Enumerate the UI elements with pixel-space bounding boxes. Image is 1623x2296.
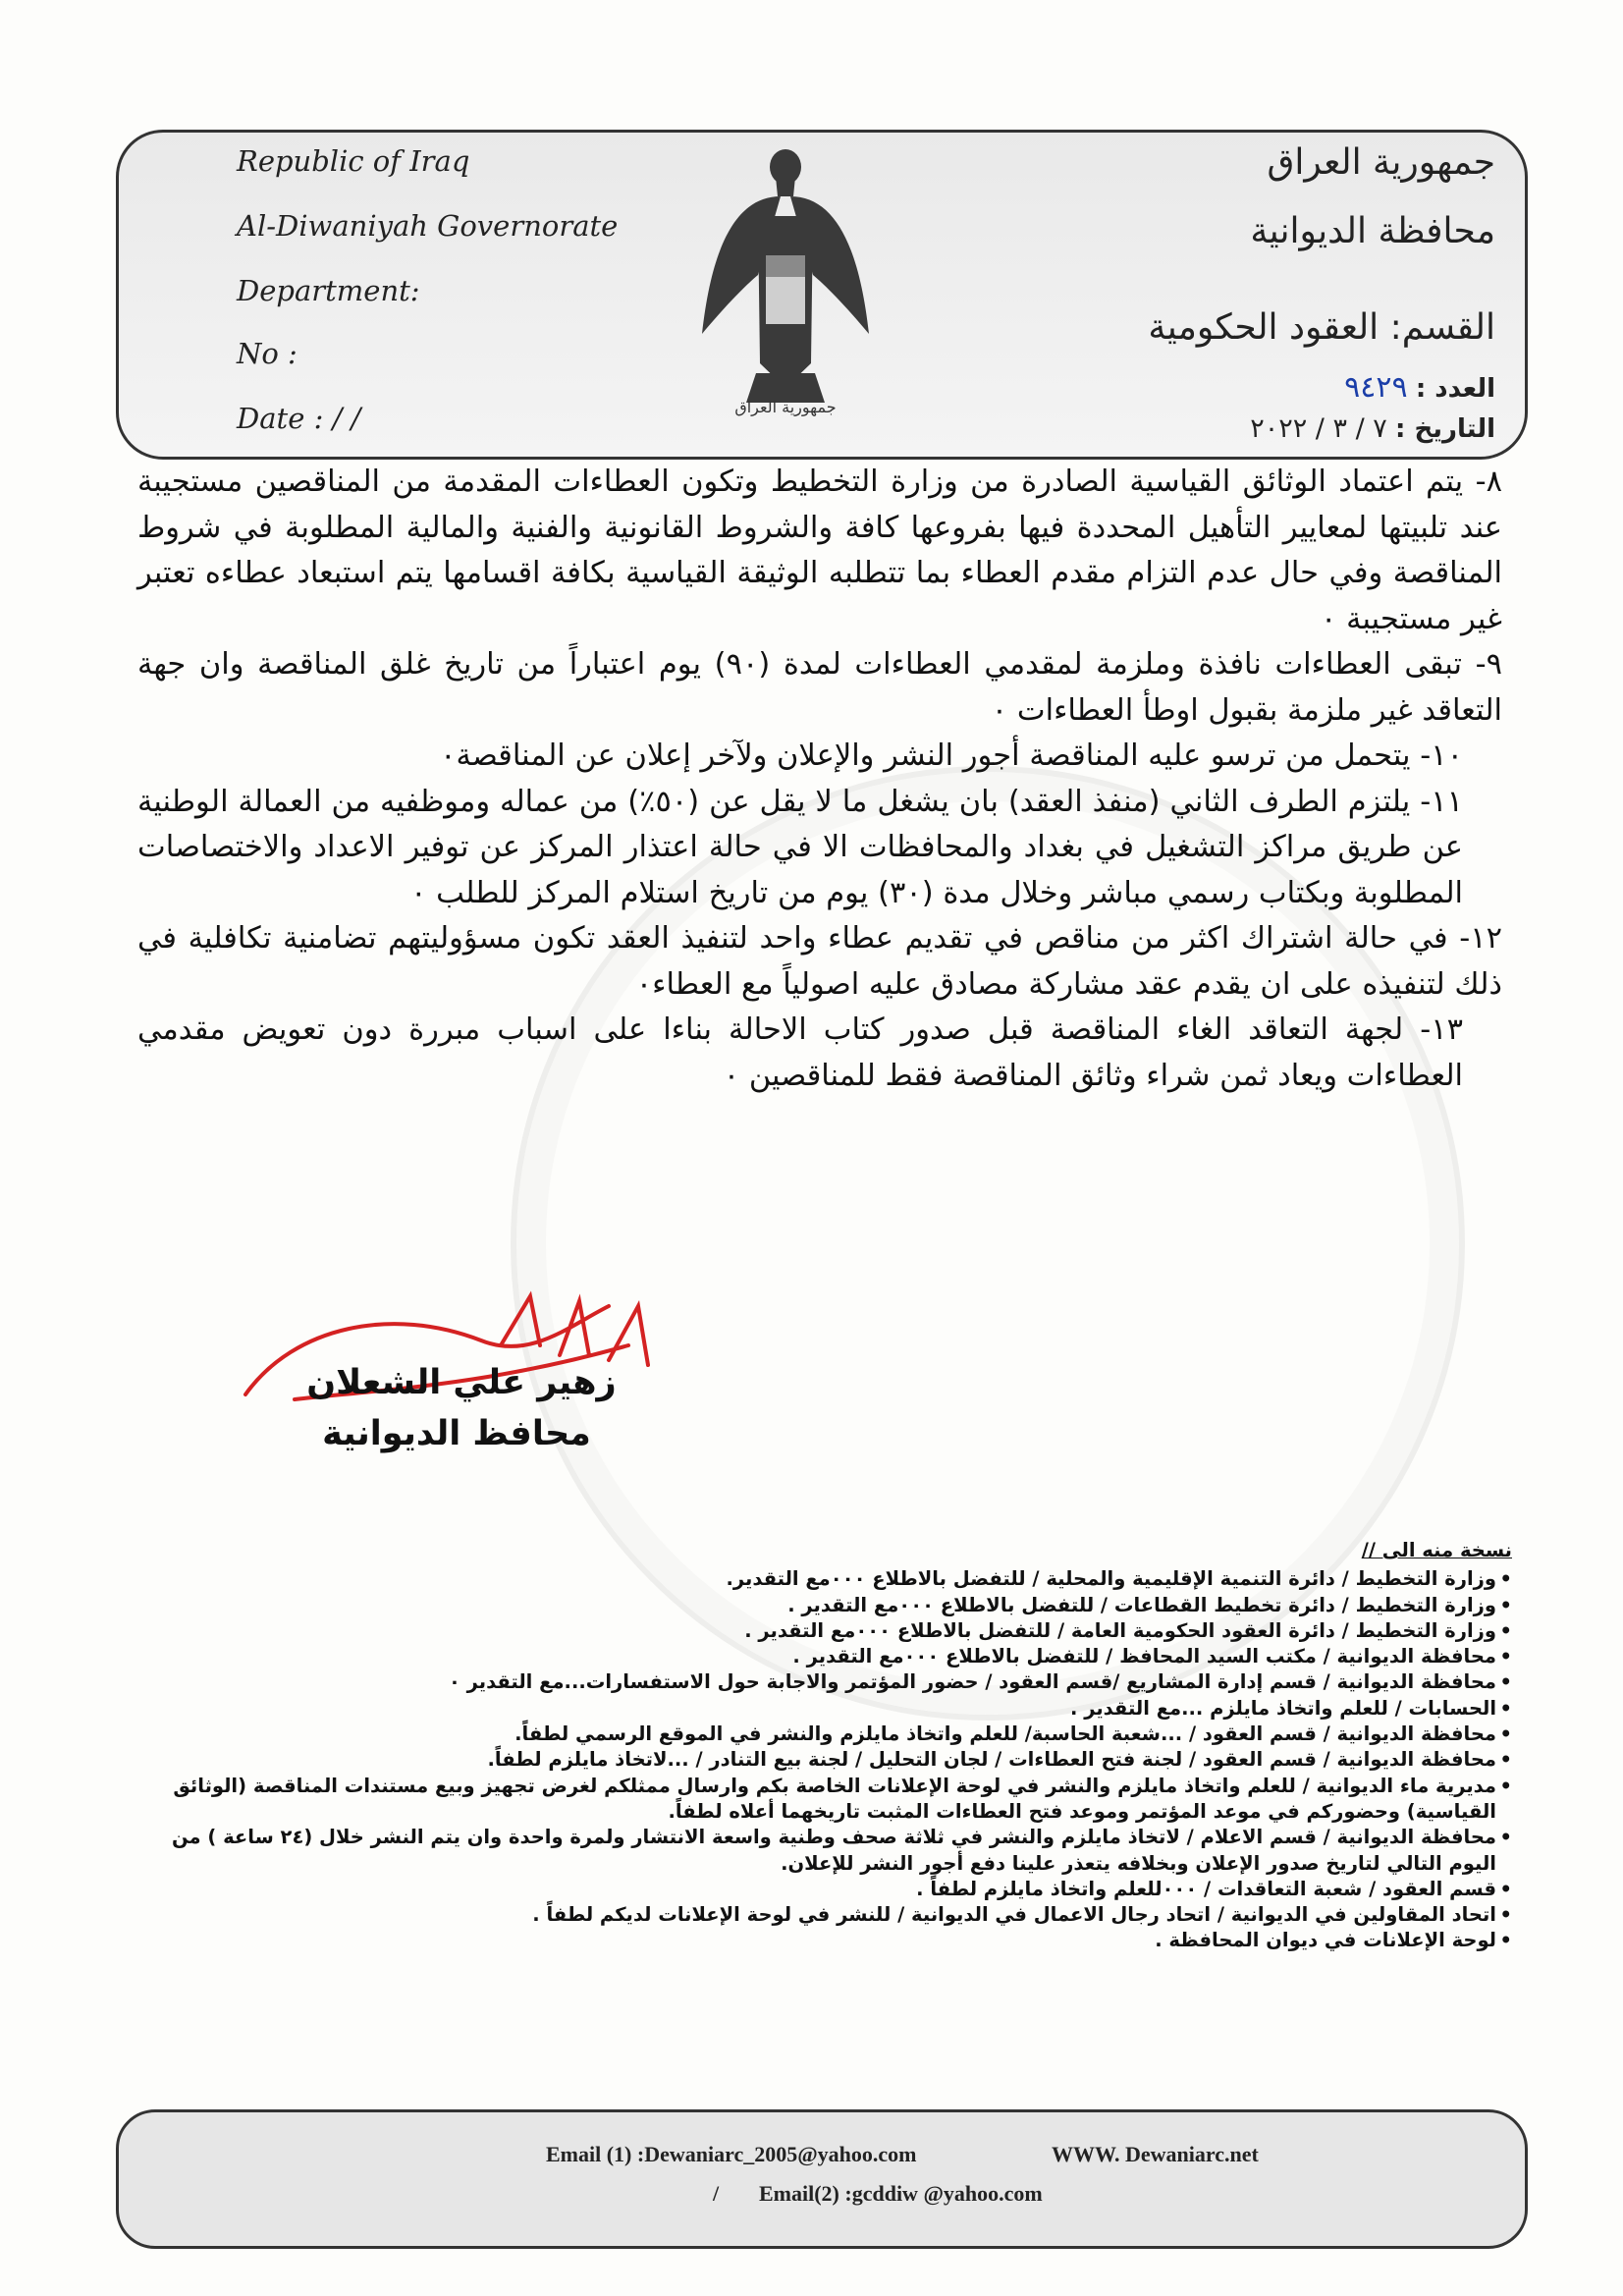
signatory-name: زهير علي الشعلان: [306, 1363, 617, 1402]
number-value-ar: ٩٤٢٩: [1344, 370, 1408, 405]
copy-item: • قسم العقود / شعبة التعاقدات / ٠٠٠للعلم واتخاذ مايلزم لطفاً .: [118, 1877, 1512, 1902]
clause-8: ٨- يتم اعتماد الوثائق القياسية الصادرة من وزارة التخطيط وتكون العطاءات المقدمة من المناقصين مستجيبة عند تلبيتها لمعايير التأهيل المحددة فيها بفروعها كافة والشروط القانونية والفنية والمالية المطلوبة في شروط المناقصة وفي حال عدم التزام مقدم العطاء بما تتطلبه الوثيقة القياسية بكافة اقسامها يتم استبعاد عطاءه تعتبر غير مستجيبة ٠: [137, 465, 1502, 636]
copy-item: • محافظة الديوانية / قسم إدارة المشاريع /قسم العقود / حضور المؤتمر والاجابة حول الاستفسارات...مع التقدير ٠: [118, 1669, 1512, 1695]
copy-item: • وزارة التخطيط / دائرة العقود الحكومية العامة / للتفضل بالاطلاع ٠٠٠مع التقدير .: [118, 1618, 1512, 1644]
number-en: No :: [237, 337, 298, 370]
signatory-title: محافظ الديوانية: [322, 1414, 591, 1453]
copy-item: • محافظة الديوانية / قسم العقود / لجنة فتح العطاءات / لجان التحليل / لجنة بيع التنادر / ...لاتخاذ مايلزم لطفاً.: [118, 1747, 1512, 1773]
copy-item: • وزارة التخطيط / دائرة التنمية الإقليمية والمحلية / للتفضل بالاطلاع ٠٠٠مع التقدير.: [118, 1566, 1512, 1592]
governorate-en: Al-Diwaniyah Governorate: [237, 209, 619, 243]
republic-en: Republic of Iraq: [237, 144, 470, 178]
footer-separator: /: [713, 2181, 720, 2206]
letter-footer: [116, 2109, 1528, 2249]
copies-list: [118, 1538, 1512, 1954]
clause-11: ١١- يلتزم الطرف الثاني (منفذ العقد) بان يشغل ما لا يقل عن (٥٠٪) من عماله وموظفيه من العمالة الوطنية عن طريق مراكز التشغيل في بغداد والمحافظات الا في حالة اعتذار المركز عن توفير الاعداد والاختصاصات المطلوبة وبكتاب رسمي مباشر وخلال مدة (٣٠) يوم من تاريخ استلام المركز للطلب ٠: [137, 784, 1463, 910]
clause-13: ١٣- لجهة التعاقد الغاء المناقصة قبل صدور كتاب الاحالة بناءا على اسباب مبررة دون تعويض مقدمي العطاءات ويعاد ثمن شراء وثائق المناقصة فقط للمناقصين ٠: [137, 1012, 1463, 1093]
emblem-caption: جمهورية العراق: [734, 398, 837, 416]
iraq-eagle-emblem-icon: [697, 137, 874, 432]
copy-item: • محافظة الديوانية / قسم العقود / ...شعبة الحاسبة/ للعلم واتخاذ مايلزم والنشر في الموقع الرسمي لطفاً.: [118, 1722, 1512, 1747]
date-value-ar: ٧ / ٣ / ٢٠٢٢: [1250, 413, 1387, 444]
footer-email-2: Email(2) :gcddiw @yahoo.com: [759, 2181, 1043, 2206]
number-row-ar: [1344, 370, 1495, 405]
clause-10: ١٠- يتحمل من ترسو عليه المناقصة أجور النشر والإعلان ولآخر إعلان عن المناقصة٠: [440, 738, 1463, 773]
copy-item: • الحسابات / للعلم واتخاذ مايلزم ...مع التقدير .: [118, 1696, 1512, 1722]
copy-item: • لوحة الإعلانات في ديوان المحافظة .: [118, 1928, 1512, 1953]
copies-title: نسخة منه الى //: [1361, 1539, 1512, 1561]
copy-item: • محافظة الديوانية / مكتب السيد المحافظ / للتفضل بالاطلاع ٠٠٠مع التقدير .: [118, 1644, 1512, 1669]
governorate-ar: محافظة الديوانية: [1250, 211, 1495, 251]
date-en: Date : / /: [237, 402, 361, 435]
clause-12: ١٢- في حالة اشتراك اكثر من مناقص في تقديم عطاء واحد لتنفيذ العقد تكون مسؤوليتهم تضامنية تكافلية في ذلك لتنفيذه على ان يقدم عقد مشاركة مصادق عليه اصولياً مع العطاء٠: [137, 921, 1502, 1002]
handwritten-signature-icon: [236, 1286, 668, 1424]
footer-website: WWW. Dewaniarc.net: [1052, 2142, 1259, 2166]
clause-9: ٩- تبقى العطاءات نافذة وملزمة لمقدمي العطاءات لمدة (٩٠) يوم اعتباراً من تاريخ غلق المناقصة وان جهة التعاقد غير ملزمة بقبول اوطأ العطاءات ٠: [137, 647, 1502, 728]
republic-ar: جمهورية العراق: [1267, 142, 1495, 183]
department-en: Department:: [237, 274, 420, 307]
date-row-ar: [1250, 413, 1495, 444]
copy-item: • مديرية ماء الديوانية / للعلم واتخاذ مايلزم والنشر في لوحة الإعلانات الخاصة بكم وارسال ممثلكم لغرض تجهيز وبيع مستندات المناقصة (الوثائق القياسية) وحضوركم في موعد المؤتمر وموعد فتح العطاءات المثبت تاريخهما أعلاه لطفاً.: [118, 1774, 1512, 1826]
copy-item: • وزارة التخطيط / دائرة تخطيط القطاعات / للتفضل بالاطلاع ٠٠٠مع التقدير .: [118, 1593, 1512, 1618]
footer-email-1: Email (1) :Dewaniarc_2005@yahoo.com: [546, 2142, 917, 2166]
department-ar: القسم: العقود الحكومية: [1148, 307, 1495, 348]
copy-item: • اتحاد المقاولين في الديوانية / اتحاد رجال الاعمال في الديوانية / للنشر في لوحة الإعلانات لديكم لطفاً .: [118, 1902, 1512, 1928]
date-label-ar: التاريخ :: [1395, 414, 1495, 444]
letter-body: [137, 460, 1502, 1099]
copy-item: • محافظة الديوانية / قسم الاعلام / لاتخاذ مايلزم والنشر في ثلاثة صحف وطنية واسعة الانتشار ولمرة واحدة وان يتم النشر خلال (٢٤ ساعة ) من اليوم التالي لتاريخ صدور الإعلان وبخلافه يتعذر علينا دفع أجور النشر للإعلان.: [118, 1825, 1512, 1877]
number-label-ar: العدد :: [1415, 374, 1495, 404]
